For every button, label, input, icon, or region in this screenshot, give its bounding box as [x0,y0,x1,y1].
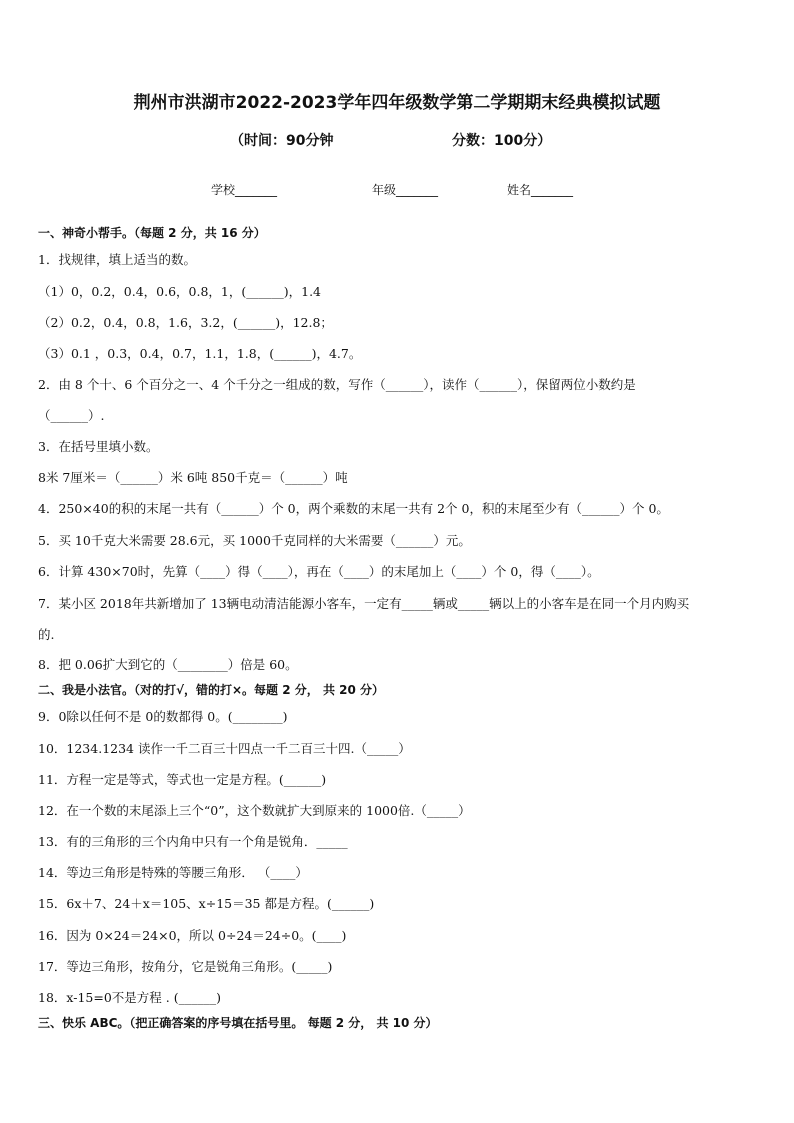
question-line: （2）0.2，0.4，0.8，1.6，3.2，(______)，12.8； [38,315,333,330]
question-line: 1．找规律，填上适当的数。 [38,252,196,267]
question-line: 5．买 10千克大米需要 28.6元，买 1000千克同样的大米需要（______）元。 [38,533,471,548]
section-3-heading: 三、快乐 ABC。（把正确答案的序号填在括号里。 每题 2 分， 共 10 分） [38,1016,438,1030]
question-line: 12．在一个数的末尾添上三个“0”，这个数就扩大到原来的 1000倍.（_____） [38,803,471,818]
question-line: （______）. [38,408,105,423]
question-line: 7．某小区 2018年共新增加了 13辆电动清洁能源小客车，一定有_____辆或_____辆以上的小客车是在同一个月内购买 [38,596,690,611]
school-field: 学校_______ [211,183,278,197]
question-line: 3．在括号里填小数。 [38,439,159,454]
question-line: 8米 7厘米＝（______）米 6吨 850千克＝（______）吨 [38,470,348,485]
section-1-heading: 一、神奇小帮手。（每题 2 分，共 16 分） [38,226,266,240]
name-field: 姓名_______ [507,183,574,197]
question-line: 13．有的三角形的三个内角中只有一个角是锐角．_____ [38,834,348,849]
question-line: 10．1234.1234 读作一千二百三十四点一千二百三十四.（_____） [38,741,411,756]
question-line: 2．由 8 个十、6 个百分之一、4 个千分之一组成的数，写作（______），读作（______），保留两位小数约是 [38,377,636,392]
question-line: 14．等边三角形是特殊的等腰三角形． （____） [38,865,308,880]
question-line: 17．等边三角形，按角分，它是锐角三角形。(_____) [38,959,333,974]
question-line: 6．计算 430×70时，先算（____）得（____），再在（____）的末尾加上（____）个 0，得（____）。 [38,564,600,579]
question-line: 9．0除以任何不是 0的数都得 0。(________) [38,709,288,724]
question-line: 4．250×40的积的末尾一共有（______）个 0，两个乘数的末尾一共有 2个 0，积的末尾至少有（______）个 0。 [38,501,669,516]
time-limit: （时间：90分钟 [230,133,334,149]
question-line: 16．因为 0×24＝24×0，所以 0÷24＝24÷0。(____) [38,928,347,943]
question-line: 的. [38,627,55,642]
question-line: （1）0，0.2，0.4，0.6，0.8，1，(______)，1.4 [38,284,322,299]
exam-title: 荆州市洪湖市2022-2023学年四年级数学第二学期期末经典模拟试题 [133,93,661,113]
question-line: （3）0.1 ，0.3，0.4，0.7，1.1，1.8，(______)，4.7。 [38,346,362,361]
grade-field: 年级_______ [372,183,439,197]
total-score: 分数：100分） [452,133,552,149]
question-line: 15．6x＋7、24＋x＝105、x÷15＝35 都是方程。(______) [38,896,375,911]
section-2-heading: 二、我是小法官。（对的打√，错的打×。每题 2 分， 共 20 分） [38,683,384,697]
question-line: 11．方程一定是等式，等式也一定是方程。(______) [38,772,327,787]
question-line: 8．把 0.06扩大到它的（________）倍是 60。 [38,657,298,672]
question-line: 18．x-15=0不是方程 . (______) [38,990,221,1005]
